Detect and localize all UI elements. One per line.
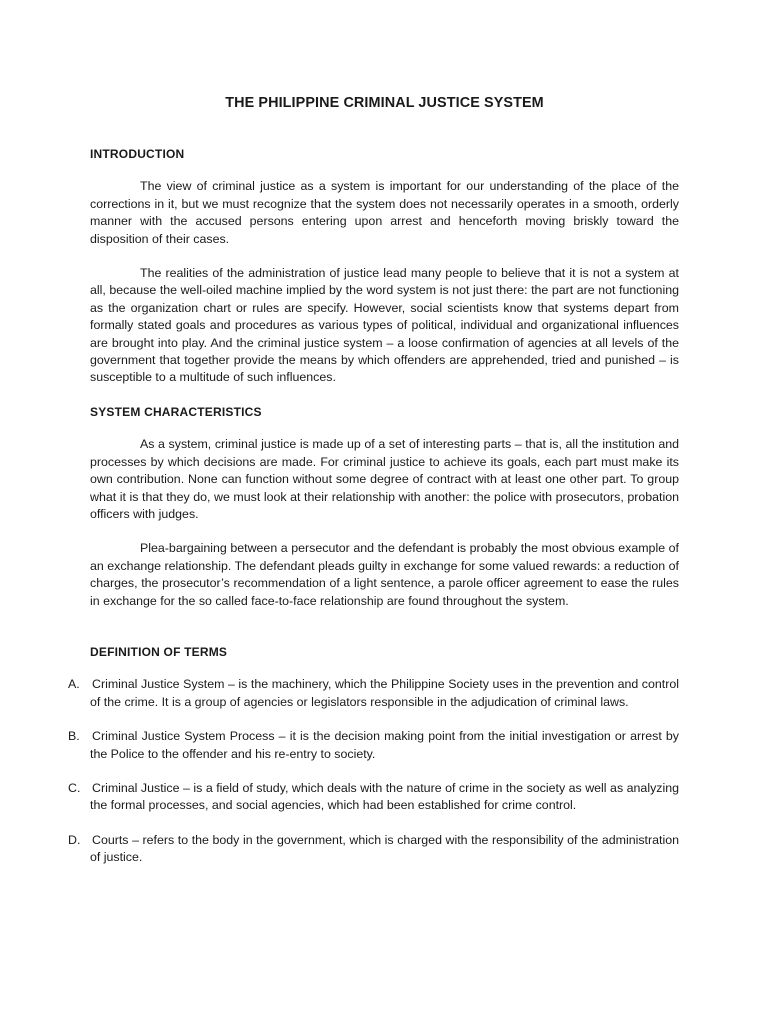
document-body (68, 94, 679, 884)
definition-list (68, 676, 679, 866)
definition-text: Criminal Justice System – is the machinery, which the Philippine Society uses in the prevention and control of the crime. It is a group of agencies or legislators responsible in the adjudication of criminal laws. (90, 677, 679, 709)
section-heading-introduction: INTRODUCTION (90, 147, 185, 161)
definition-text: Criminal Justice – is a field of study, which deals with the nature of crime in the society as well as analyzing the formal processes, and social agencies, which had been established for crime control. (90, 780, 679, 813)
section-heading-definition-of-terms: DEFINITION OF TERMS (90, 644, 228, 659)
paragraph: The realities of the administration of justice lead many people to believe that it is not a system at all, because the well-oiled machine implied by the word system is not just there: the part are not functioning as the organization chart or rules are specify. However, social scientists know that systems depart from formally stated goals and procedures as various types of political, individual and organizational influences are brought into play. And the criminal justice system – a loose confirmation of agencies at all levels of the government that together provide the means by which offenders are apprehended, tried and punished – is susceptible to a multitude of such influences. (90, 266, 679, 385)
paragraph: Plea-bargaining between a persecutor and the defendant is probably the most obvious example of an exchange relationship. The defendant pleads guilty in exchange for some valued rewards: a reduction of charges, the prosecutor’s recommendation of a light sentence, a parole officer agreement to ease the rules in exchange for the so called face-to-face relationship are found throughout the system. (90, 541, 679, 608)
spacer (90, 627, 679, 644)
definition-item (68, 676, 679, 711)
definition-item (68, 780, 679, 815)
list-marker: B. (68, 729, 80, 744)
list-marker: D. (68, 832, 81, 847)
definition-text: Criminal Justice System Process – it is the decision making point from the initial investigation or arrest by the Police to the offender and his re-entry to society. (90, 729, 679, 761)
list-marker: A. (68, 677, 80, 692)
document-title: THE PHILIPPINE CRIMINAL JUSTICE SYSTEM (225, 95, 544, 111)
definition-item (68, 728, 679, 763)
definition-text: Courts – refers to the body in the government, which is charged with the responsibility of the administration of justice. (90, 832, 679, 865)
section-heading-system-characteristics: SYSTEM CHARACTERISTICS (90, 404, 262, 419)
paragraph: As a system, criminal justice is made up of a set of interesting parts – that is, all the institution and processes by which decisions are made. For criminal justice to achieve its goals, each part must make its own contribution. None can function without some degree of contract with at least one other part. To group what it is that they do, we must look at their relationship with another: the police with prosecutors, probation officers with judges. (90, 437, 679, 521)
definition-item (68, 832, 679, 867)
list-marker: C. (68, 780, 81, 795)
paragraph: The view of criminal justice as a system is important for our understanding of the place of the corrections in it, but we must recognize that the system does not necessarily operates in a smooth, orderly manner with the accused persons entering upon arrest and henceforth moving briskly toward the disposition of their cases. (90, 179, 679, 246)
